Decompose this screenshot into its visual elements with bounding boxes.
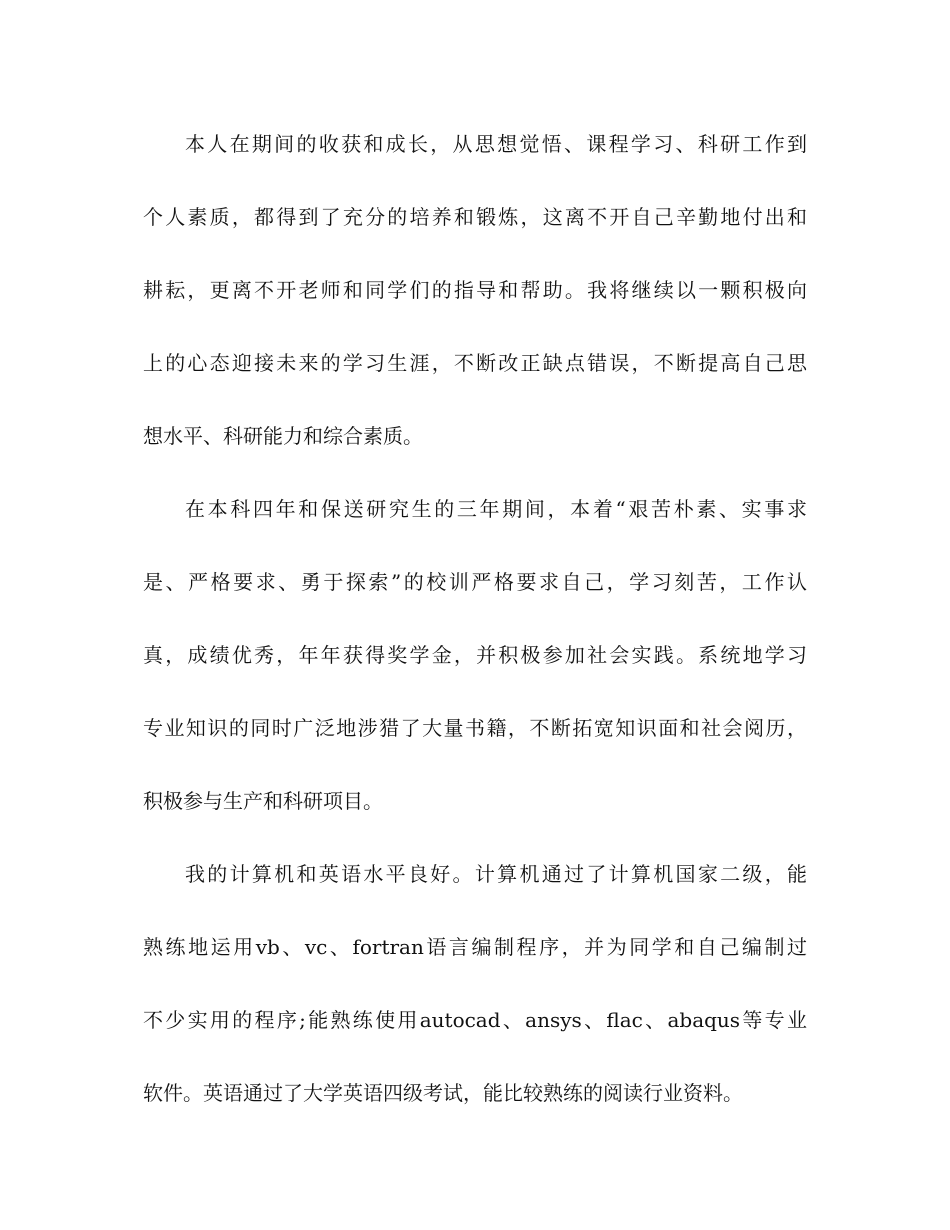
paragraph-line: 本人在期间的收获和成长，从思想觉悟、课程学习、科研工作到 — [185, 132, 807, 156]
paragraph-line: 个人素质，都得到了充分的培养和锻炼，这离不开自己辛勤地付出和 — [143, 205, 807, 229]
paragraph-1 — [143, 118, 807, 483]
paragraph-line: 耕耘，更离不开老师和同学们的指导和帮助。我将继续以一颗积极向 — [143, 278, 807, 302]
paragraph-2 — [143, 483, 807, 848]
paragraph-line: 专业知识的同时广泛地涉猎了大量书籍，不断拓宽知识面和社会阅历， — [143, 716, 807, 740]
paragraph-line: 是、严格要求、勇于探索”的校训严格要求自己，学习刻苦，工作认 — [143, 570, 807, 594]
paragraph-line: 想水平、科研能力和综合素质。 — [143, 424, 423, 448]
paragraph-line: 熟练地运用vb、vc、fortran语言编制程序，并为同学和自己编制过 — [143, 935, 807, 959]
paragraph-line: 在本科四年和保送研究生的三年期间，本着“艰苦朴素、实事求 — [185, 497, 807, 521]
paragraph-3 — [143, 848, 807, 1140]
paragraph-line: 软件。英语通过了大学英语四级考试，能比较熟练的阅读行业资料。 — [143, 1081, 743, 1105]
paragraph-line: 真，成绩优秀，年年获得奖学金，并积极参加社会实践。系统地学习 — [143, 643, 807, 667]
paragraph-line: 我的计算机和英语水平良好。计算机通过了计算机国家二级，能 — [185, 862, 807, 886]
paragraph-line: 不少实用的程序;能熟练使用autocad、ansys、flac、abaqus等专业 — [143, 1008, 807, 1032]
paragraph-line: 积极参与生产和科研项目。 — [143, 789, 383, 813]
paragraph-line: 上的心态迎接未来的学习生涯，不断改正缺点错误，不断提高自己思 — [143, 351, 807, 375]
document-body — [143, 118, 807, 1140]
